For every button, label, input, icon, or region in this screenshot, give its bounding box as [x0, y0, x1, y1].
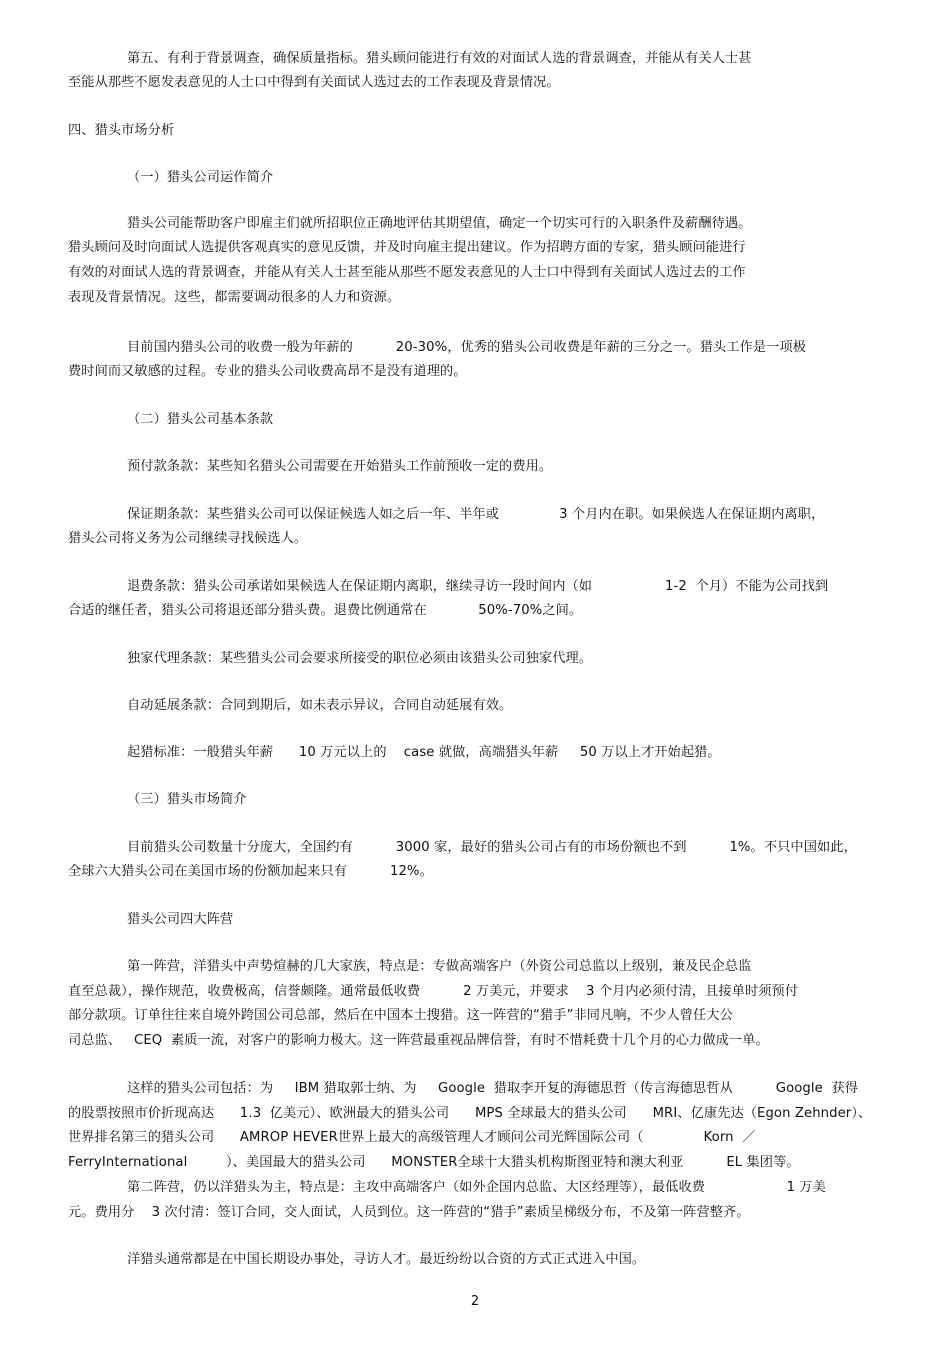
- paragraph-auto-extension: 自动延展条款：合同到期后，如未表示异议，合同自动延展有效。: [127, 698, 513, 713]
- paragraph-refund-line-1: 退费条款：猎头公司承诺如果候选人在保证期内离职，继续寻访一段时间内（如 1-2 个月）不能为公司找到: [127, 579, 829, 594]
- paragraph-exclusive: 独家代理条款：某些猎头公司会要求所接受的职位必须由该猎头公司独家代理。: [127, 651, 593, 666]
- paragraph-market-size-line-1: 目前猎头公司数量十分庞大，全国约有 3000 家，最好的猎头公司占有的市场份额也不到 1%。不只中国如此，: [127, 840, 857, 855]
- paragraph-refund-line-2: 合适的继任者，猎头公司将退还部分猎头费。退费比例通常在 50%-70%之间。: [68, 603, 583, 618]
- paragraph-fees-line-1: 目前国内猎头公司的收费一般为年薪的 20-30%，优秀的猎头公司收费是年薪的三分之一。猎头工作是一项极: [127, 340, 807, 355]
- paragraph-first-camp-firms-line-1: 这样的猎头公司包括：为 IBM 猎取郭士纳、为 Google 猎取李开复的海德思哲（传言海德思哲从 Google 获得: [127, 1081, 859, 1096]
- paragraph-operation-line-3: 有效的对面试人选的背景调查，并能从有关人士甚至能从那些不愿发表意见的人士口中得到有关面试人选过去的工作: [68, 265, 746, 280]
- section-heading-market-analysis: 四、猎头市场分析: [68, 123, 175, 138]
- paragraph-first-camp-line-3: 部分款项。订单往往来自境外跨国公司总部，然后在中国本土搜猎。这一阵营的“猎手”非同凡响，不少人曾任大公: [68, 1008, 733, 1023]
- subsection-heading-operation: （一）猎头公司运作简介: [127, 170, 274, 185]
- page-number: 2: [470, 1294, 480, 1309]
- paragraph-operation-line-4: 表现及背景情况。这些，都需要调动很多的人力和资源。: [68, 290, 401, 305]
- paragraph-guarantee-line-2: 猎头公司将义务为公司继续寻找候选人。: [68, 531, 308, 546]
- paragraph-hunting-standard: 起猎标准：一般猎头年薪 10 万元以上的 case 就做，高端猎头年薪 50 万以上才开始起猎。: [127, 745, 721, 760]
- paragraph-first-camp-line-2: 直至总裁），操作规范，收费极高，信誉颇隆。通常最低收费 2 万美元，并要求 3 个月内必须付清，且接单时须预付: [68, 984, 799, 999]
- paragraph-background-check-line-2: 至能从那些不愿发表意见的人士口中得到有关面试人选过去的工作表现及背景情况。: [68, 75, 560, 90]
- paragraph-first-camp-line-1: 第一阵营，洋猎头中声势煊赫的几大家族，特点是：专做高端客户（外资公司总监以上级别，兼及民企总监: [127, 959, 752, 974]
- paragraph-first-camp-firms-line-3: 世界排名第三的猎头公司 AMROP HEVER世界上最大的高级管理人才顾问公司光辉国际公司（ Korn ／: [68, 1130, 756, 1145]
- paragraph-second-camp-line-2: 元。费用分 3 次付清：签订合同，交人面试，人员到位。这一阵营的“猎手”素质呈梯级分布，不及第一阵营整齐。: [68, 1205, 750, 1220]
- paragraph-first-camp-line-4: 司总监、 CEQ 素质一流，对客户的影响力极大。这一阵营最重视品牌信誉，有时不惜耗费十几个月的心力做成一单。: [68, 1033, 769, 1048]
- paragraph-operation-line-2: 猎头顾问及时向面试人选提供客观真实的意见反馈，并及时向雇主提出建议。作为招聘方面的专家，猎头顾问能进行: [68, 240, 746, 255]
- paragraph-first-camp-firms-line-4: FerryInternational ）、美国最大的猎头公司 MONSTER全球十大猎头机构斯图亚特和澳大利亚 EL 集团等。: [68, 1155, 800, 1170]
- paragraph-guarantee-line-1: 保证期条款：某些猎头公司可以保证候选人如之后一年、半年或 3 个月内在职。如果候选人在保证期内离职，: [127, 507, 825, 522]
- paragraph-foreign-hunters: 洋猎头通常都是在中国长期设办事处，寻访人才。最近纷纷以合资的方式正式进入中国。: [127, 1252, 646, 1267]
- paragraph-fees-line-2: 费时间而又敏感的过程。专业的猎头公司收费高昂不是没有道理的。: [68, 364, 467, 379]
- paragraph-first-camp-firms-line-2: 的股票按照市价折现高达 1.3 亿美元）、欧洲最大的猎头公司 MPS 全球最大的猎头公司 MRI、亿康先达（Egon Zehnder）、: [68, 1106, 872, 1121]
- paragraph-second-camp-line-1: 第二阵营，仍以洋猎头为主，特点是：主攻中高端客户（如外企国内总监、大区经理等），最低收费 1 万美: [127, 1180, 826, 1195]
- paragraph-four-camps: 猎头公司四大阵营: [127, 912, 234, 927]
- paragraph-prepayment: 预付款条款：某些知名猎头公司需要在开始猎头工作前预收一定的费用。: [127, 459, 553, 474]
- subsection-heading-market: （三）猎头市场简介: [127, 792, 247, 807]
- paragraph-operation-line-1: 猎头公司能帮助客户即雇主们就所招职位正确地评估其期望值，确定一个切实可行的入职条件及薪酬待遇。: [127, 216, 752, 231]
- subsection-heading-terms: （二）猎头公司基本条款: [127, 412, 274, 427]
- paragraph-market-size-line-2: 全球六大猎头公司在美国市场的份额加起来只有 12%。: [68, 864, 433, 879]
- paragraph-background-check-line-1: 第五、有利于背景调查，确保质量指标。猎头顾问能进行有效的对面试人选的背景调查，并能从有关人士甚: [127, 51, 752, 66]
